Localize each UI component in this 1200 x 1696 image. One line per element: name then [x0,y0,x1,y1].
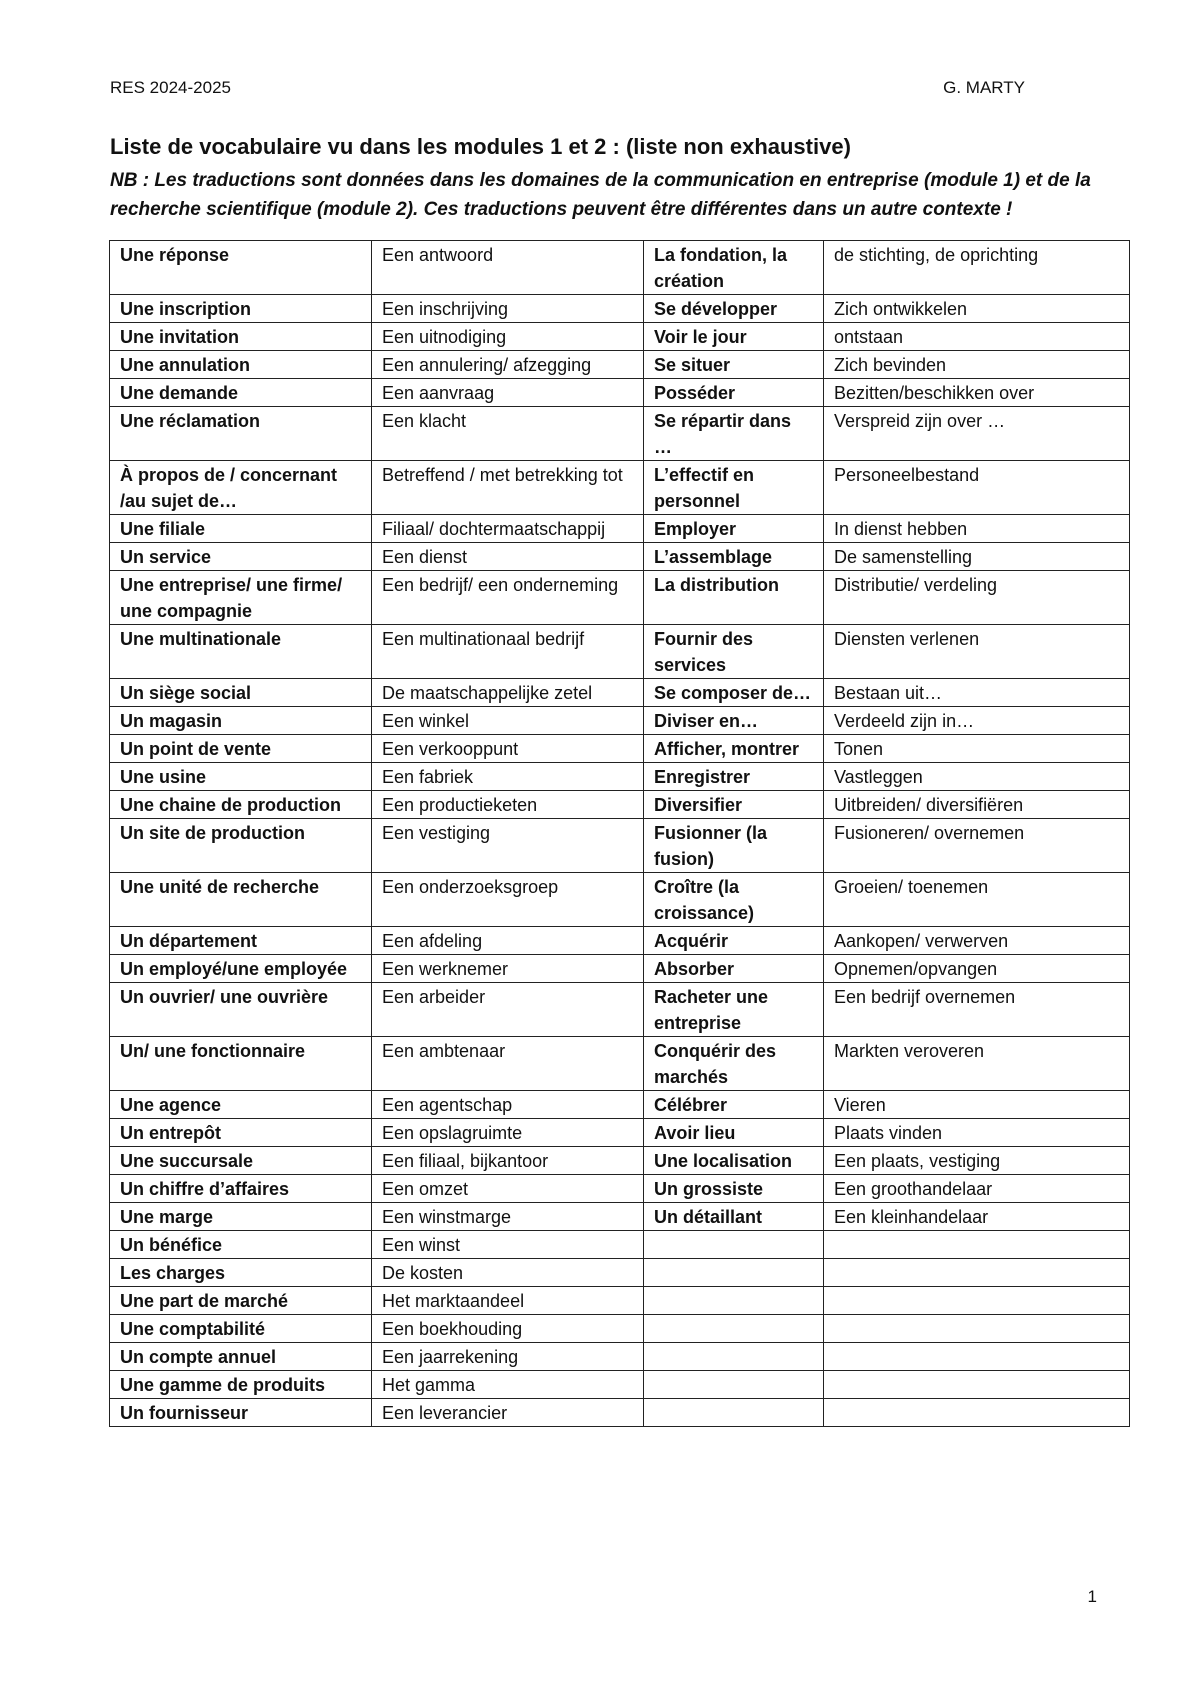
french-term-cell: Croître (la croissance) [644,873,824,927]
table-row [110,927,1130,955]
page-title: Liste de vocabulaire vu dans les modules 1 et 2 : (liste non exhaustive) [110,134,851,159]
french-term-cell: Une réponse [110,241,372,295]
dutch-translation-cell: Een omzet [372,1175,644,1203]
french-term-cell: Un compte annuel [110,1343,372,1371]
table-row [110,873,1130,927]
dutch-translation-cell: Een multinationaal bedrijf [372,625,644,679]
table-row [110,241,1130,295]
dutch-translation-cell: Een winkel [372,707,644,735]
dutch-translation-cell: Uitbreiden/ diversifiëren [824,791,1130,819]
french-term-cell: Posséder [644,379,824,407]
dutch-translation-cell: Een leverancier [372,1399,644,1427]
dutch-translation-cell: Een annulering/ afzegging [372,351,644,379]
dutch-translation-cell: Diensten verlenen [824,625,1130,679]
table-row [110,571,1130,625]
french-term-cell: Enregistrer [644,763,824,791]
table-row [110,625,1130,679]
table-row [110,735,1130,763]
french-term-cell: Une part de marché [110,1287,372,1315]
french-term-cell: La distribution [644,571,824,625]
dutch-translation-cell: Opnemen/opvangen [824,955,1130,983]
french-term-cell: La fondation, la création [644,241,824,295]
dutch-translation-cell: Een werknemer [372,955,644,983]
table-row [110,1399,1130,1427]
french-term-cell: Un employé/une employée [110,955,372,983]
french-term-cell: Un détaillant [644,1203,824,1231]
french-term-cell [644,1231,824,1259]
french-term-cell: Un entrepôt [110,1119,372,1147]
table-row [110,763,1130,791]
dutch-translation-cell: Een boekhouding [372,1315,644,1343]
table-row [110,791,1130,819]
table-row [110,323,1130,351]
dutch-translation-cell: Distributie/ verdeling [824,571,1130,625]
french-term-cell: Une annulation [110,351,372,379]
dutch-translation-cell: Een dienst [372,543,644,571]
french-term-cell: Un point de vente [110,735,372,763]
french-term-cell: L’assemblage [644,543,824,571]
dutch-translation-cell: Een onderzoeksgroep [372,873,644,927]
french-term-cell: Afficher, montrer [644,735,824,763]
french-term-cell: Un chiffre d’affaires [110,1175,372,1203]
dutch-translation-cell: Een vestiging [372,819,644,873]
dutch-translation-cell: Een antwoord [372,241,644,295]
french-term-cell: Racheter une entreprise [644,983,824,1037]
dutch-translation-cell: Een plaats, vestiging [824,1147,1130,1175]
french-term-cell [644,1259,824,1287]
french-term-cell [644,1287,824,1315]
french-term-cell: Se composer de… [644,679,824,707]
dutch-translation-cell: Een aanvraag [372,379,644,407]
dutch-translation-cell: Een bedrijf/ een onderneming [372,571,644,625]
french-term-cell: Un site de production [110,819,372,873]
dutch-translation-cell: Vieren [824,1091,1130,1119]
dutch-translation-cell: Een agentschap [372,1091,644,1119]
french-term-cell: Une succursale [110,1147,372,1175]
dutch-translation-cell: Een winst [372,1231,644,1259]
dutch-translation-cell: Een ambtenaar [372,1037,644,1091]
table-row [110,1315,1130,1343]
french-term-cell: Un fournisseur [110,1399,372,1427]
dutch-translation-cell: de stichting, de oprichting [824,241,1130,295]
french-term-cell: Un/ une fonctionnaire [110,1037,372,1091]
table-row [110,1231,1130,1259]
header-author: G. MARTY [943,78,1025,97]
dutch-translation-cell [824,1259,1130,1287]
table-row [110,543,1130,571]
french-term-cell [644,1399,824,1427]
table-row [110,1203,1130,1231]
french-term-cell: Une invitation [110,323,372,351]
french-term-cell [644,1343,824,1371]
table-row [110,707,1130,735]
french-term-cell [644,1315,824,1343]
dutch-translation-cell: Een inschrijving [372,295,644,323]
french-term-cell: Employer [644,515,824,543]
table-row [110,1037,1130,1091]
french-term-cell: Célébrer [644,1091,824,1119]
dutch-translation-cell: Een klacht [372,407,644,461]
table-row [110,1147,1130,1175]
dutch-translation-cell: Een bedrijf overnemen [824,983,1130,1037]
dutch-translation-cell: In dienst hebben [824,515,1130,543]
french-term-cell: Un magasin [110,707,372,735]
dutch-translation-cell [824,1315,1130,1343]
french-term-cell: Une gamme de produits [110,1371,372,1399]
french-term-cell: Une unité de recherche [110,873,372,927]
dutch-translation-cell: De maatschappelijke zetel [372,679,644,707]
dutch-translation-cell: Zich bevinden [824,351,1130,379]
french-term-cell: Diviser en… [644,707,824,735]
french-term-cell: Un grossiste [644,1175,824,1203]
french-term-cell: Avoir lieu [644,1119,824,1147]
dutch-translation-cell: Een uitnodiging [372,323,644,351]
dutch-translation-cell: Een fabriek [372,763,644,791]
header-course-code: RES 2024-2025 [110,78,231,97]
french-term-cell: Une usine [110,763,372,791]
french-term-cell: Se développer [644,295,824,323]
page-number: 1 [1087,1587,1097,1606]
dutch-translation-cell: Groeien/ toenemen [824,873,1130,927]
dutch-translation-cell: Een afdeling [372,927,644,955]
french-term-cell: L’effectif en personnel [644,461,824,515]
dutch-translation-cell: Het marktaandeel [372,1287,644,1315]
french-term-cell: Un département [110,927,372,955]
french-term-cell [644,1371,824,1399]
table-row [110,1259,1130,1287]
table-row [110,379,1130,407]
dutch-translation-cell: Verspreid zijn over … [824,407,1130,461]
dutch-translation-cell [824,1287,1130,1315]
dutch-translation-cell: Zich ontwikkelen [824,295,1130,323]
table-row [110,1287,1130,1315]
table-row [110,1175,1130,1203]
table-row [110,819,1130,873]
dutch-translation-cell: Fusioneren/ overnemen [824,819,1130,873]
french-term-cell: Conquérir des marchés [644,1037,824,1091]
dutch-translation-cell: Een arbeider [372,983,644,1037]
french-term-cell: Diversifier [644,791,824,819]
dutch-translation-cell: Een opslagruimte [372,1119,644,1147]
french-term-cell: À propos de / concernant /au sujet de… [110,461,372,515]
dutch-translation-cell: Een kleinhandelaar [824,1203,1130,1231]
french-term-cell: Une marge [110,1203,372,1231]
dutch-translation-cell [824,1399,1130,1427]
french-term-cell: Se répartir dans … [644,407,824,461]
french-term-cell: Une comptabilité [110,1315,372,1343]
dutch-translation-cell: Filiaal/ dochtermaatschappij [372,515,644,543]
dutch-translation-cell: Een groothandelaar [824,1175,1130,1203]
dutch-translation-cell: Markten veroveren [824,1037,1130,1091]
dutch-translation-cell [824,1343,1130,1371]
french-term-cell: Voir le jour [644,323,824,351]
dutch-translation-cell: Vastleggen [824,763,1130,791]
table-row [110,1371,1130,1399]
dutch-translation-cell: De kosten [372,1259,644,1287]
table-row [110,351,1130,379]
table-row [110,955,1130,983]
french-term-cell: Fusionner (la fusion) [644,819,824,873]
table-row [110,1091,1130,1119]
french-term-cell: Une localisation [644,1147,824,1175]
dutch-translation-cell: Plaats vinden [824,1119,1130,1147]
french-term-cell: Une multinationale [110,625,372,679]
french-term-cell: Une agence [110,1091,372,1119]
french-term-cell: Absorber [644,955,824,983]
note-text: NB : Les traductions sont données dans les domaines de la communication en entreprise (module 1) et de la recherche scientifique (module 2). Ces traductions peuvent être différentes dans un autre contexte ! [110,170,1091,220]
vocabulary-table-body [110,241,1130,1427]
french-term-cell: Un service [110,543,372,571]
french-term-cell: Une chaine de production [110,791,372,819]
dutch-translation-cell: Verdeeld zijn in… [824,707,1130,735]
table-row [110,515,1130,543]
dutch-translation-cell [824,1371,1130,1399]
dutch-translation-cell: De samenstelling [824,543,1130,571]
dutch-translation-cell: Het gamma [372,1371,644,1399]
french-term-cell: Une réclamation [110,407,372,461]
french-term-cell: Un bénéfice [110,1231,372,1259]
french-term-cell: Une filiale [110,515,372,543]
table-row [110,407,1130,461]
french-term-cell: Les charges [110,1259,372,1287]
dutch-translation-cell: Bestaan uit… [824,679,1130,707]
dutch-translation-cell: Tonen [824,735,1130,763]
dutch-translation-cell [824,1231,1130,1259]
french-term-cell: Acquérir [644,927,824,955]
dutch-translation-cell: Een winstmarge [372,1203,644,1231]
table-row [110,1343,1130,1371]
vocabulary-table [109,240,1130,1427]
dutch-translation-cell: Een filiaal, bijkantoor [372,1147,644,1175]
table-row [110,679,1130,707]
french-term-cell: Un ouvrier/ une ouvrière [110,983,372,1037]
table-row [110,461,1130,515]
dutch-translation-cell: Een jaarrekening [372,1343,644,1371]
dutch-translation-cell: Een productieketen [372,791,644,819]
dutch-translation-cell: Een verkooppunt [372,735,644,763]
dutch-translation-cell: ontstaan [824,323,1130,351]
dutch-translation-cell: Aankopen/ verwerven [824,927,1130,955]
table-row [110,983,1130,1037]
french-term-cell: Une entreprise/ une firme/ une compagnie [110,571,372,625]
french-term-cell: Une inscription [110,295,372,323]
french-term-cell: Une demande [110,379,372,407]
french-term-cell: Un siège social [110,679,372,707]
table-row [110,1119,1130,1147]
dutch-translation-cell: Betreffend / met betrekking tot [372,461,644,515]
dutch-translation-cell: Personeelbestand [824,461,1130,515]
table-row [110,295,1130,323]
dutch-translation-cell: Bezitten/beschikken over [824,379,1130,407]
french-term-cell: Se situer [644,351,824,379]
french-term-cell: Fournir des services [644,625,824,679]
